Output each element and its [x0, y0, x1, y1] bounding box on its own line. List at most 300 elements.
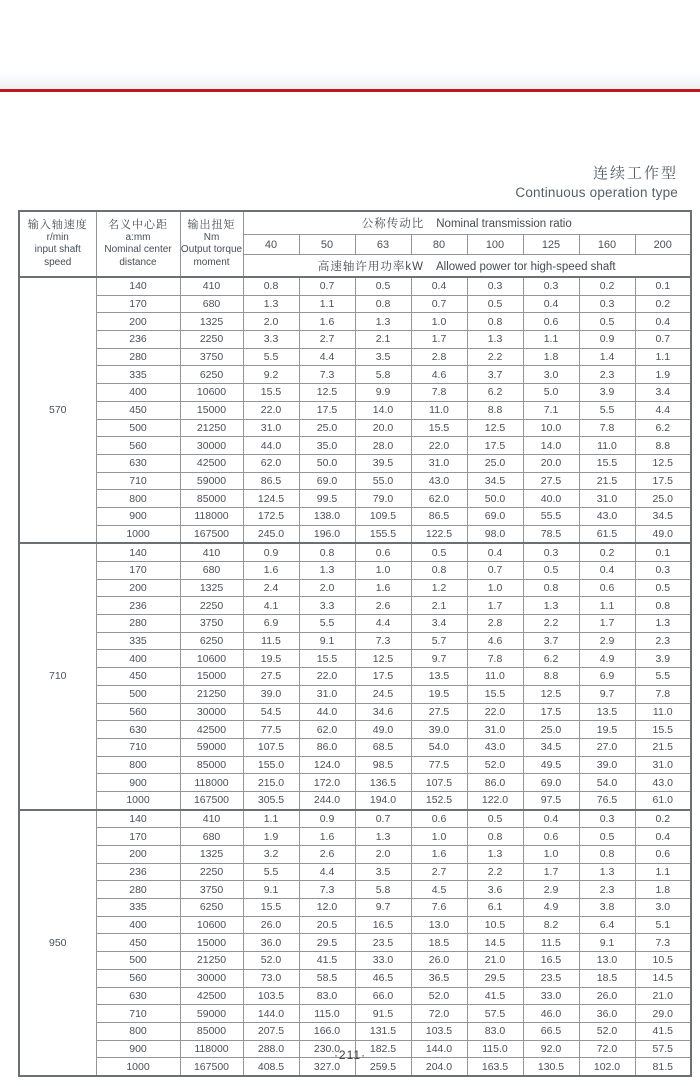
power-value-cell: 62.0 — [411, 490, 467, 508]
center-distance-cell: 400 — [96, 916, 180, 934]
center-distance-cell: 400 — [96, 650, 180, 668]
power-value-cell: 49.0 — [355, 721, 411, 739]
output-torque-cell: 118000 — [180, 507, 243, 525]
power-value-cell: 155.5 — [355, 525, 411, 543]
center-distance-cell: 1000 — [96, 525, 180, 543]
power-value-cell: 21.0 — [635, 987, 691, 1005]
center-distance-cell: 335 — [96, 366, 180, 384]
power-value-cell: 1.3 — [299, 562, 355, 580]
power-value-cell: 9.7 — [579, 685, 635, 703]
output-torque-cell: 21250 — [180, 419, 243, 437]
output-torque-cell: 167500 — [180, 1058, 243, 1076]
output-torque-cell: 21250 — [180, 685, 243, 703]
output-torque-cell: 42500 — [180, 454, 243, 472]
table-row — [19, 454, 691, 472]
power-value-cell: 0.8 — [355, 295, 411, 313]
page-number: ·211· — [333, 1048, 367, 1062]
power-value-cell: 41.5 — [635, 1022, 691, 1040]
power-value-cell: 1.1 — [635, 863, 691, 881]
power-value-cell: 16.5 — [355, 916, 411, 934]
power-value-cell: 61.0 — [635, 791, 691, 809]
power-value-cell: 1.1 — [635, 348, 691, 366]
power-value-cell: 14.0 — [355, 401, 411, 419]
power-value-cell: 0.2 — [579, 543, 635, 561]
ratio-value-header: 200 — [635, 235, 691, 255]
center-distance-cell: 1000 — [96, 791, 180, 809]
power-value-cell: 1.6 — [411, 846, 467, 864]
power-value-cell: 77.5 — [411, 756, 467, 774]
power-value-cell: 33.0 — [355, 952, 411, 970]
power-value-cell: 8.8 — [635, 437, 691, 455]
power-value-cell: 97.5 — [523, 791, 579, 809]
center-distance-cell: 500 — [96, 952, 180, 970]
power-value-cell: 98.5 — [355, 756, 411, 774]
power-value-cell: 58.5 — [299, 969, 355, 987]
output-torque-cell: 3750 — [180, 348, 243, 366]
output-torque-cell: 30000 — [180, 437, 243, 455]
power-value-cell: 0.8 — [467, 828, 523, 846]
power-value-cell: 2.9 — [523, 881, 579, 899]
output-torque-cell: 410 — [180, 810, 243, 828]
power-value-cell: 6.4 — [579, 916, 635, 934]
center-distance-cell: 236 — [96, 331, 180, 349]
power-value-cell: 7.8 — [411, 384, 467, 402]
table-row — [19, 348, 691, 366]
power-value-cell: 103.5 — [411, 1022, 467, 1040]
table-row — [19, 774, 691, 792]
power-value-cell: 17.5 — [523, 703, 579, 721]
center-distance-cell: 200 — [96, 313, 180, 331]
power-value-cell: 11.0 — [467, 668, 523, 686]
table-row — [19, 1022, 691, 1040]
power-value-cell: 5.8 — [355, 366, 411, 384]
power-value-cell: 55.0 — [355, 472, 411, 490]
power-value-cell: 0.7 — [299, 277, 355, 295]
power-value-cell: 3.5 — [355, 348, 411, 366]
center-distance-cell: 280 — [96, 881, 180, 899]
power-value-cell: 1.3 — [467, 331, 523, 349]
power-value-cell: 5.0 — [523, 384, 579, 402]
power-value-cell: 1.3 — [355, 828, 411, 846]
power-value-cell: 1.0 — [355, 562, 411, 580]
power-value-cell: 1.1 — [299, 295, 355, 313]
power-value-cell: 5.1 — [635, 916, 691, 934]
power-value-cell: 172.0 — [299, 774, 355, 792]
output-torque-cell: 10600 — [180, 650, 243, 668]
power-value-cell: 6.9 — [243, 615, 299, 633]
power-value-cell: 28.0 — [355, 437, 411, 455]
center-distance-cell: 800 — [96, 756, 180, 774]
power-value-cell: 1.1 — [243, 810, 299, 828]
power-value-cell: 0.4 — [411, 277, 467, 295]
power-value-cell: 3.4 — [411, 615, 467, 633]
output-torque-cell: 85000 — [180, 756, 243, 774]
table-row — [19, 916, 691, 934]
power-value-cell: 7.8 — [579, 419, 635, 437]
power-value-cell: 49.5 — [523, 756, 579, 774]
top-red-divider — [0, 89, 700, 92]
power-value-cell: 327.0 — [299, 1058, 355, 1076]
power-value-cell: 9.9 — [355, 384, 411, 402]
table-row — [19, 738, 691, 756]
power-value-cell: 25.0 — [635, 490, 691, 508]
power-value-cell: 11.0 — [635, 703, 691, 721]
power-value-cell: 54.5 — [243, 703, 299, 721]
center-distance-cell: 170 — [96, 295, 180, 313]
center-distance-cell: 630 — [96, 987, 180, 1005]
power-value-cell: 1.3 — [355, 313, 411, 331]
power-value-cell: 9.7 — [411, 650, 467, 668]
power-value-cell: 3.6 — [467, 881, 523, 899]
power-value-cell: 0.5 — [467, 810, 523, 828]
table-row — [19, 1005, 691, 1023]
power-value-cell: 0.6 — [355, 543, 411, 561]
power-value-cell: 1.0 — [411, 313, 467, 331]
power-value-cell: 122.5 — [411, 525, 467, 543]
power-value-cell: 55.5 — [523, 507, 579, 525]
power-value-cell: 72.0 — [579, 1040, 635, 1058]
power-value-cell: 109.5 — [355, 507, 411, 525]
power-value-cell: 2.3 — [579, 881, 635, 899]
output-torque-cell: 410 — [180, 543, 243, 561]
power-value-cell: 34.5 — [635, 507, 691, 525]
power-value-cell: 1.6 — [299, 828, 355, 846]
power-value-cell: 10.5 — [467, 916, 523, 934]
power-value-cell: 25.0 — [299, 419, 355, 437]
output-torque-cell: 680 — [180, 562, 243, 580]
power-value-cell: 26.0 — [411, 952, 467, 970]
power-value-cell: 57.5 — [635, 1040, 691, 1058]
center-distance-cell: 710 — [96, 472, 180, 490]
power-value-cell: 0.5 — [467, 295, 523, 313]
power-value-cell: 0.6 — [411, 810, 467, 828]
power-value-cell: 25.0 — [523, 721, 579, 739]
power-value-cell: 0.1 — [635, 543, 691, 561]
power-value-cell: 39.5 — [355, 454, 411, 472]
power-value-cell: 2.0 — [243, 313, 299, 331]
output-torque-cell: 59000 — [180, 738, 243, 756]
center-distance-cell: 630 — [96, 721, 180, 739]
power-value-cell: 3.7 — [467, 366, 523, 384]
power-value-cell: 122.0 — [467, 791, 523, 809]
output-torque-cell: 1325 — [180, 313, 243, 331]
power-value-cell: 0.8 — [523, 579, 579, 597]
input-speed-cell: 570 — [19, 277, 96, 543]
power-value-cell: 1.4 — [579, 348, 635, 366]
power-value-cell: 4.9 — [523, 899, 579, 917]
power-value-cell: 31.0 — [467, 721, 523, 739]
power-value-cell: 0.3 — [523, 543, 579, 561]
output-torque-cell: 6250 — [180, 632, 243, 650]
power-value-cell: 13.5 — [411, 668, 467, 686]
center-distance-cell: 800 — [96, 490, 180, 508]
power-value-cell: 9.1 — [243, 881, 299, 899]
power-value-cell: 69.0 — [299, 472, 355, 490]
power-value-cell: 1.1 — [523, 331, 579, 349]
power-value-cell: 12.5 — [355, 650, 411, 668]
table-row — [19, 810, 691, 828]
power-value-cell: 36.0 — [579, 1005, 635, 1023]
power-value-cell: 1.3 — [635, 615, 691, 633]
power-value-cell: 0.3 — [579, 810, 635, 828]
power-value-cell: 23.5 — [523, 969, 579, 987]
power-value-cell: 124.5 — [243, 490, 299, 508]
power-value-cell: 22.0 — [411, 437, 467, 455]
power-value-cell: 13.5 — [579, 703, 635, 721]
power-value-cell: 19.5 — [411, 685, 467, 703]
power-value-cell: 215.0 — [243, 774, 299, 792]
power-value-cell: 0.2 — [635, 810, 691, 828]
power-value-cell: 14.5 — [635, 969, 691, 987]
power-value-cell: 21.5 — [579, 472, 635, 490]
power-value-cell: 204.0 — [411, 1058, 467, 1076]
power-value-cell: 207.5 — [243, 1022, 299, 1040]
power-value-cell: 39.0 — [579, 756, 635, 774]
power-value-cell: 6.1 — [467, 899, 523, 917]
power-value-cell: 9.2 — [243, 366, 299, 384]
power-value-cell: 6.2 — [523, 650, 579, 668]
output-torque-cell: 680 — [180, 828, 243, 846]
power-value-cell: 15.5 — [635, 721, 691, 739]
power-value-cell: 44.0 — [299, 703, 355, 721]
center-distance-cell: 900 — [96, 507, 180, 525]
power-value-cell: 1.0 — [467, 579, 523, 597]
power-value-cell: 31.0 — [299, 685, 355, 703]
power-value-cell: 7.3 — [299, 881, 355, 899]
power-value-cell: 2.3 — [579, 366, 635, 384]
power-value-cell: 19.5 — [579, 721, 635, 739]
power-value-cell: 81.5 — [635, 1058, 691, 1076]
power-value-cell: 2.2 — [467, 863, 523, 881]
power-value-cell: 39.0 — [243, 685, 299, 703]
power-value-cell: 1.2 — [411, 579, 467, 597]
power-value-cell: 31.0 — [635, 756, 691, 774]
power-value-cell: 0.4 — [579, 562, 635, 580]
power-value-cell: 50.0 — [299, 454, 355, 472]
power-value-cell: 11.5 — [523, 934, 579, 952]
power-value-cell: 22.0 — [299, 668, 355, 686]
power-value-cell: 86.5 — [411, 507, 467, 525]
center-distance-cell: 450 — [96, 668, 180, 686]
power-value-cell: 4.6 — [467, 632, 523, 650]
power-value-cell: 15.5 — [467, 685, 523, 703]
output-torque-cell: 6250 — [180, 899, 243, 917]
table-row — [19, 419, 691, 437]
table-row — [19, 525, 691, 543]
power-value-cell: 2.3 — [635, 632, 691, 650]
center-distance-cell: 335 — [96, 632, 180, 650]
power-value-cell: 138.0 — [299, 507, 355, 525]
power-value-cell: 54.0 — [579, 774, 635, 792]
output-torque-cell: 167500 — [180, 525, 243, 543]
power-value-cell: 6.2 — [467, 384, 523, 402]
output-torque-header-text: 输出扭矩 Nm Output torque moment — [180, 219, 243, 268]
power-value-cell: 288.0 — [243, 1040, 299, 1058]
power-value-cell: 69.0 — [523, 774, 579, 792]
power-value-cell: 4.5 — [411, 881, 467, 899]
output-torque-cell: 1325 — [180, 579, 243, 597]
page-title-zh: 连续工作型 — [592, 165, 678, 182]
power-value-cell: 15.5 — [579, 454, 635, 472]
power-value-cell: 61.5 — [579, 525, 635, 543]
output-torque-cell: 410 — [180, 277, 243, 295]
table-row — [19, 791, 691, 809]
center-distance-cell: 1000 — [96, 1058, 180, 1076]
power-value-cell: 7.8 — [467, 650, 523, 668]
table-row — [19, 881, 691, 899]
power-value-cell: 0.3 — [467, 277, 523, 295]
power-value-cell: 4.4 — [635, 401, 691, 419]
table-row — [19, 384, 691, 402]
power-value-cell: 0.4 — [523, 810, 579, 828]
power-value-cell: 1.3 — [467, 846, 523, 864]
power-value-cell: 29.5 — [299, 934, 355, 952]
ratio-value-header: 80 — [411, 235, 467, 255]
table-row — [19, 507, 691, 525]
table-row — [19, 899, 691, 917]
power-value-cell: 17.5 — [355, 668, 411, 686]
power-value-cell: 43.0 — [579, 507, 635, 525]
center-distance-cell: 900 — [96, 1040, 180, 1058]
center-distance-cell: 140 — [96, 543, 180, 561]
power-value-cell: 7.1 — [523, 401, 579, 419]
power-value-cell: 20.0 — [523, 454, 579, 472]
power-value-cell: 0.4 — [635, 828, 691, 846]
continuous-operation-rating-table — [18, 210, 692, 1077]
power-value-cell: 0.9 — [299, 810, 355, 828]
power-value-cell: 9.7 — [355, 899, 411, 917]
power-value-cell: 0.5 — [411, 543, 467, 561]
power-value-cell: 155.0 — [243, 756, 299, 774]
power-value-cell: 0.8 — [467, 313, 523, 331]
power-value-cell: 43.0 — [411, 472, 467, 490]
power-value-cell: 1.7 — [411, 331, 467, 349]
center-distance-cell: 170 — [96, 562, 180, 580]
power-value-cell: 0.8 — [243, 277, 299, 295]
power-value-cell: 0.5 — [579, 828, 635, 846]
center-distance-cell: 280 — [96, 348, 180, 366]
power-value-cell: 15.5 — [243, 899, 299, 917]
power-value-cell: 3.0 — [635, 899, 691, 917]
power-value-cell: 77.5 — [243, 721, 299, 739]
power-value-cell: 144.0 — [243, 1005, 299, 1023]
input-speed-cell: 710 — [19, 543, 96, 809]
power-value-cell: 27.5 — [523, 472, 579, 490]
output-torque-cell: 10600 — [180, 384, 243, 402]
power-value-cell: 4.6 — [411, 366, 467, 384]
power-value-cell: 4.4 — [299, 348, 355, 366]
table-row — [19, 863, 691, 881]
power-value-cell: 0.4 — [467, 543, 523, 561]
power-value-cell: 1.6 — [243, 562, 299, 580]
center-distance-cell: 560 — [96, 969, 180, 987]
table-row — [19, 543, 691, 561]
power-value-cell: 0.9 — [243, 543, 299, 561]
output-torque-cell: 167500 — [180, 791, 243, 809]
output-torque-cell: 15000 — [180, 668, 243, 686]
power-value-cell: 3.3 — [243, 331, 299, 349]
power-value-cell: 0.3 — [523, 277, 579, 295]
table-row — [19, 366, 691, 384]
power-value-cell: 29.0 — [635, 1005, 691, 1023]
power-value-cell: 5.5 — [579, 401, 635, 419]
center-distance-cell: 560 — [96, 437, 180, 455]
table-row — [19, 490, 691, 508]
input-speed-column-header — [19, 211, 96, 277]
power-value-cell: 0.6 — [523, 313, 579, 331]
power-value-cell: 83.0 — [467, 1022, 523, 1040]
table-row — [19, 668, 691, 686]
output-torque-cell: 1325 — [180, 846, 243, 864]
center-distance-cell: 710 — [96, 738, 180, 756]
output-torque-cell: 3750 — [180, 615, 243, 633]
power-value-cell: 0.1 — [635, 277, 691, 295]
power-value-cell: 0.6 — [579, 579, 635, 597]
power-value-cell: 1.3 — [243, 295, 299, 313]
power-value-cell: 52.0 — [579, 1022, 635, 1040]
power-value-cell: 115.0 — [299, 1005, 355, 1023]
output-torque-cell: 2250 — [180, 331, 243, 349]
power-value-cell: 15.5 — [299, 650, 355, 668]
power-value-cell: 1.6 — [355, 579, 411, 597]
header-row-top — [19, 211, 691, 235]
table-row — [19, 437, 691, 455]
power-value-cell: 7.3 — [635, 934, 691, 952]
output-torque-cell: 118000 — [180, 774, 243, 792]
table-row — [19, 401, 691, 419]
table-row — [19, 756, 691, 774]
output-torque-cell: 3750 — [180, 881, 243, 899]
power-value-cell: 166.0 — [299, 1022, 355, 1040]
power-value-cell: 99.5 — [299, 490, 355, 508]
output-torque-cell: 2250 — [180, 863, 243, 881]
power-value-cell: 259.5 — [355, 1058, 411, 1076]
table-row — [19, 331, 691, 349]
output-torque-cell: 59000 — [180, 472, 243, 490]
power-value-cell: 3.3 — [299, 597, 355, 615]
power-value-cell: 11.0 — [411, 401, 467, 419]
power-value-cell: 68.5 — [355, 738, 411, 756]
power-value-cell: 2.9 — [579, 632, 635, 650]
power-value-cell: 43.0 — [635, 774, 691, 792]
output-torque-cell: 680 — [180, 295, 243, 313]
power-value-cell: 0.5 — [635, 579, 691, 597]
power-value-cell: 11.0 — [579, 437, 635, 455]
power-value-cell: 83.0 — [299, 987, 355, 1005]
power-value-cell: 41.5 — [299, 952, 355, 970]
transmission-ratio-title: 公称传动比 Nominal transmission ratio — [243, 211, 691, 235]
power-value-cell: 13.0 — [579, 952, 635, 970]
power-value-cell: 19.5 — [243, 650, 299, 668]
center-distance-cell: 236 — [96, 597, 180, 615]
power-value-cell: 0.7 — [411, 295, 467, 313]
power-value-cell: 5.7 — [411, 632, 467, 650]
power-value-cell: 22.0 — [467, 703, 523, 721]
power-value-cell: 21.5 — [635, 738, 691, 756]
power-value-cell: 27.5 — [243, 668, 299, 686]
power-value-cell: 3.0 — [523, 366, 579, 384]
output-torque-cell: 6250 — [180, 366, 243, 384]
power-value-cell: 72.0 — [411, 1005, 467, 1023]
table-row — [19, 987, 691, 1005]
power-value-cell: 31.0 — [579, 490, 635, 508]
power-value-cell: 144.0 — [411, 1040, 467, 1058]
power-value-cell: 11.5 — [243, 632, 299, 650]
table-row — [19, 685, 691, 703]
table-row — [19, 846, 691, 864]
table-row — [19, 313, 691, 331]
power-value-cell: 1.8 — [523, 348, 579, 366]
